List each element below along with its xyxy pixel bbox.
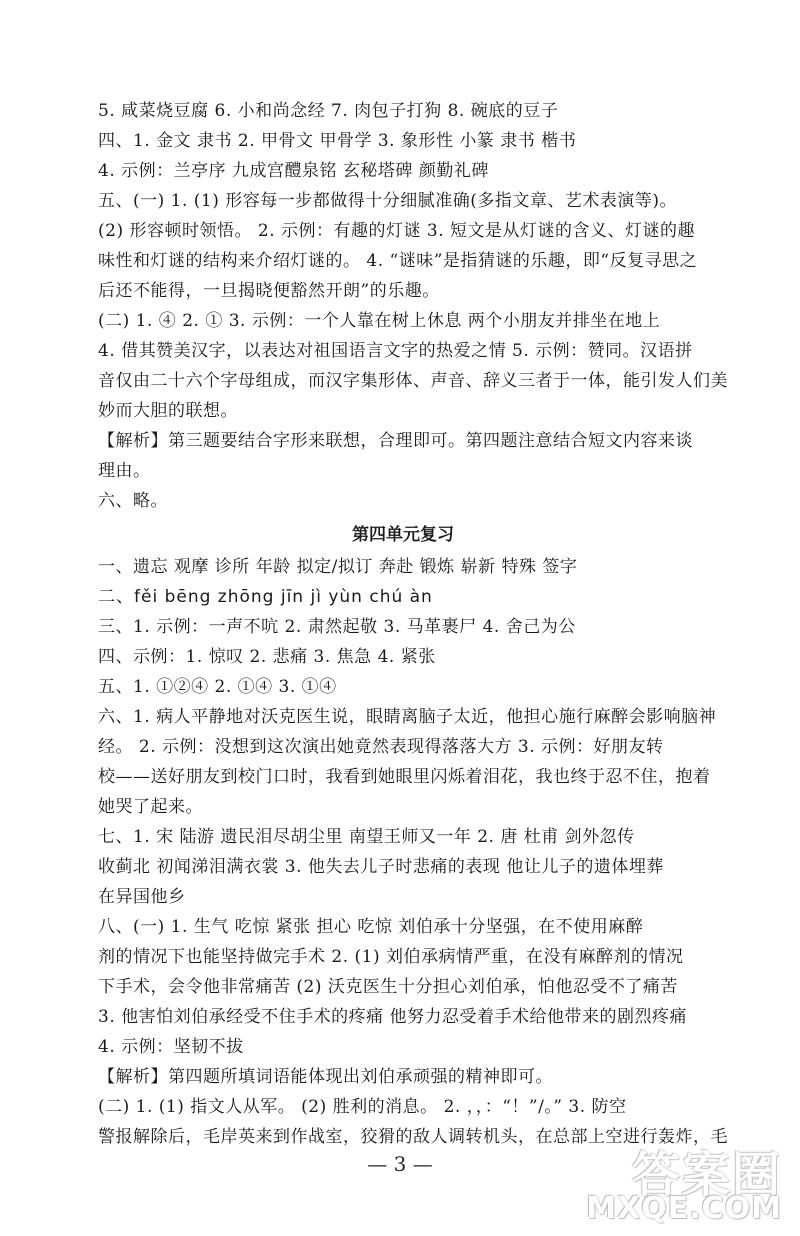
text-line: 三、1. 示例：一声不吭 2. 肃然起敬 3. 马革裹尸 4. 舍己为公 (98, 617, 576, 637)
answer-document (98, 96, 728, 1152)
text-line: (二) 1. (1) 指文人从军。 (2) 胜利的消息。 2. ，，：“！”/。” 3. 防空 (98, 1097, 627, 1117)
text-line: 校——送好朋友到校门口时，我看到她眼里闪烁着泪花，我也终于忍不住，抱着 (98, 767, 711, 787)
text-line: 妙而大胆的联想。 (98, 401, 238, 421)
text-line: 收蓟北 初闻涕泪满衣裳 3. 他失去儿子时悲痛的表现 他让儿子的遗体埋葬 (98, 857, 664, 877)
text-line: 音仅由二十六个字母组成，而汉字集形体、声音、辞义三者于一体，能引发人们美 (98, 371, 728, 391)
text-line: 味性和灯谜的结构来介绍灯谜的。 4. “谜味”是指猜谜的乐趣，即“反复寻思之 (98, 251, 698, 271)
text-line: 4. 借其赞美汉字，以表达对祖国语言文字的热爱之情 5. 示例：赞同。汉语拼 (98, 341, 693, 361)
text-line: 警报解除后，毛岸英来到作战室，狡猾的敌人调转机头，在总部上空进行轰炸，毛 (98, 1127, 728, 1147)
section-title: 第四单元复习 (352, 525, 454, 545)
text-line: 六、1. 病人平静地对沃克医生说，眼睛离脑子太近，他担心施行麻醉会影响脑神 (98, 707, 717, 727)
text-line: 剂的情况下也能坚持做完手术 2. (1) 刘伯承病情严重，在没有麻醉剂的情况 (98, 947, 684, 967)
text-line: (2) 形容顿时领悟。 2. 示例：有趣的灯谜 3. 短文是从灯谜的含义、灯谜的趣 (98, 221, 696, 241)
text-line: 七、1. 宋 陆游 遗民泪尽胡尘里 南望王师又一年 2. 唐 杜甫 剑外忽传 (98, 827, 635, 847)
answer-lines-after (98, 612, 728, 1152)
text-line: 四、示例：1. 惊叹 2. 悲痛 3. 焦急 4. 紧张 (98, 647, 436, 667)
answer-lines-before (98, 96, 728, 516)
text-line: 4. 示例：兰亭序 九成宫醴泉铭 玄秘塔碑 颜勤礼碑 (98, 161, 489, 181)
watermark-url: MXQE.COM (586, 1191, 782, 1226)
watermark-title: 答案圈 (631, 1147, 782, 1203)
text-line: 下手术，会令他非常痛苦 (2) 沃克医生十分担心刘伯承，怕他忍受不了痛苦 (98, 977, 678, 997)
text-line: 5. 咸菜烧豆腐 6. 小和尚念经 7. 肉包子打狗 8. 碗底的豆子 (98, 101, 559, 121)
text-line: (二) 1. ④ 2. ① 3. 示例：一个人靠在树上休息 两个小朋友并排坐在地上 (98, 311, 661, 331)
text-line: 经。 2. 示例：没想到这次演出她竟然表现得落落大方 3. 示例：好朋友转 (98, 737, 664, 757)
text-line: 八、(一) 1. 生气 吃惊 紧张 担心 吃惊 刘伯承十分坚强，在不使用麻醉 (98, 917, 644, 937)
text-line: 3. 他害怕刘伯承经受不住手术的疼痛 他努力忍受着手术给他带来的剧烈疼痛 (98, 1007, 688, 1027)
text-line: 她哭了起来。 (98, 797, 203, 817)
text-line: 五、(一) 1. (1) 形容每一步都做得十分细腻准确(多指文章、艺术表演等)。 (98, 191, 678, 211)
text-line: 四、1. 金文 隶书 2. 甲骨文 甲骨学 3. 象形性 小篆 隶书 楷书 (98, 131, 577, 151)
pinyin-line: 二、fěi bēng zhōng jīn jì yùn chú àn (98, 587, 433, 607)
vocabulary-line: 一、遗忘 观摩 诊所 年龄 拟定/拟订 奔赴 锻炼 崭新 特殊 签字 (98, 557, 578, 577)
text-line: 后还不能得，一旦揭晓便豁然开朗”的乐趣。 (98, 281, 440, 301)
analysis-line: 【解析】第三题要结合字形来联想，合理即可。第四题注意结合短文内容来谈 (98, 431, 693, 451)
analysis-line: 【解析】第四题所填词语能体现出刘伯承顽强的精神即可。 (98, 1067, 553, 1087)
watermark-logo (558, 1136, 788, 1226)
text-line: 六、略。 (98, 491, 168, 511)
text-line: 理由。 (98, 461, 151, 481)
text-line: 在异国他乡 (98, 887, 186, 907)
text-line: 4. 示例：坚韧不拔 (98, 1037, 244, 1057)
page-number: — 3 — (367, 1152, 433, 1176)
text-line: 五、1. ①②④ 2. ①④ 3. ①④ (98, 677, 337, 697)
